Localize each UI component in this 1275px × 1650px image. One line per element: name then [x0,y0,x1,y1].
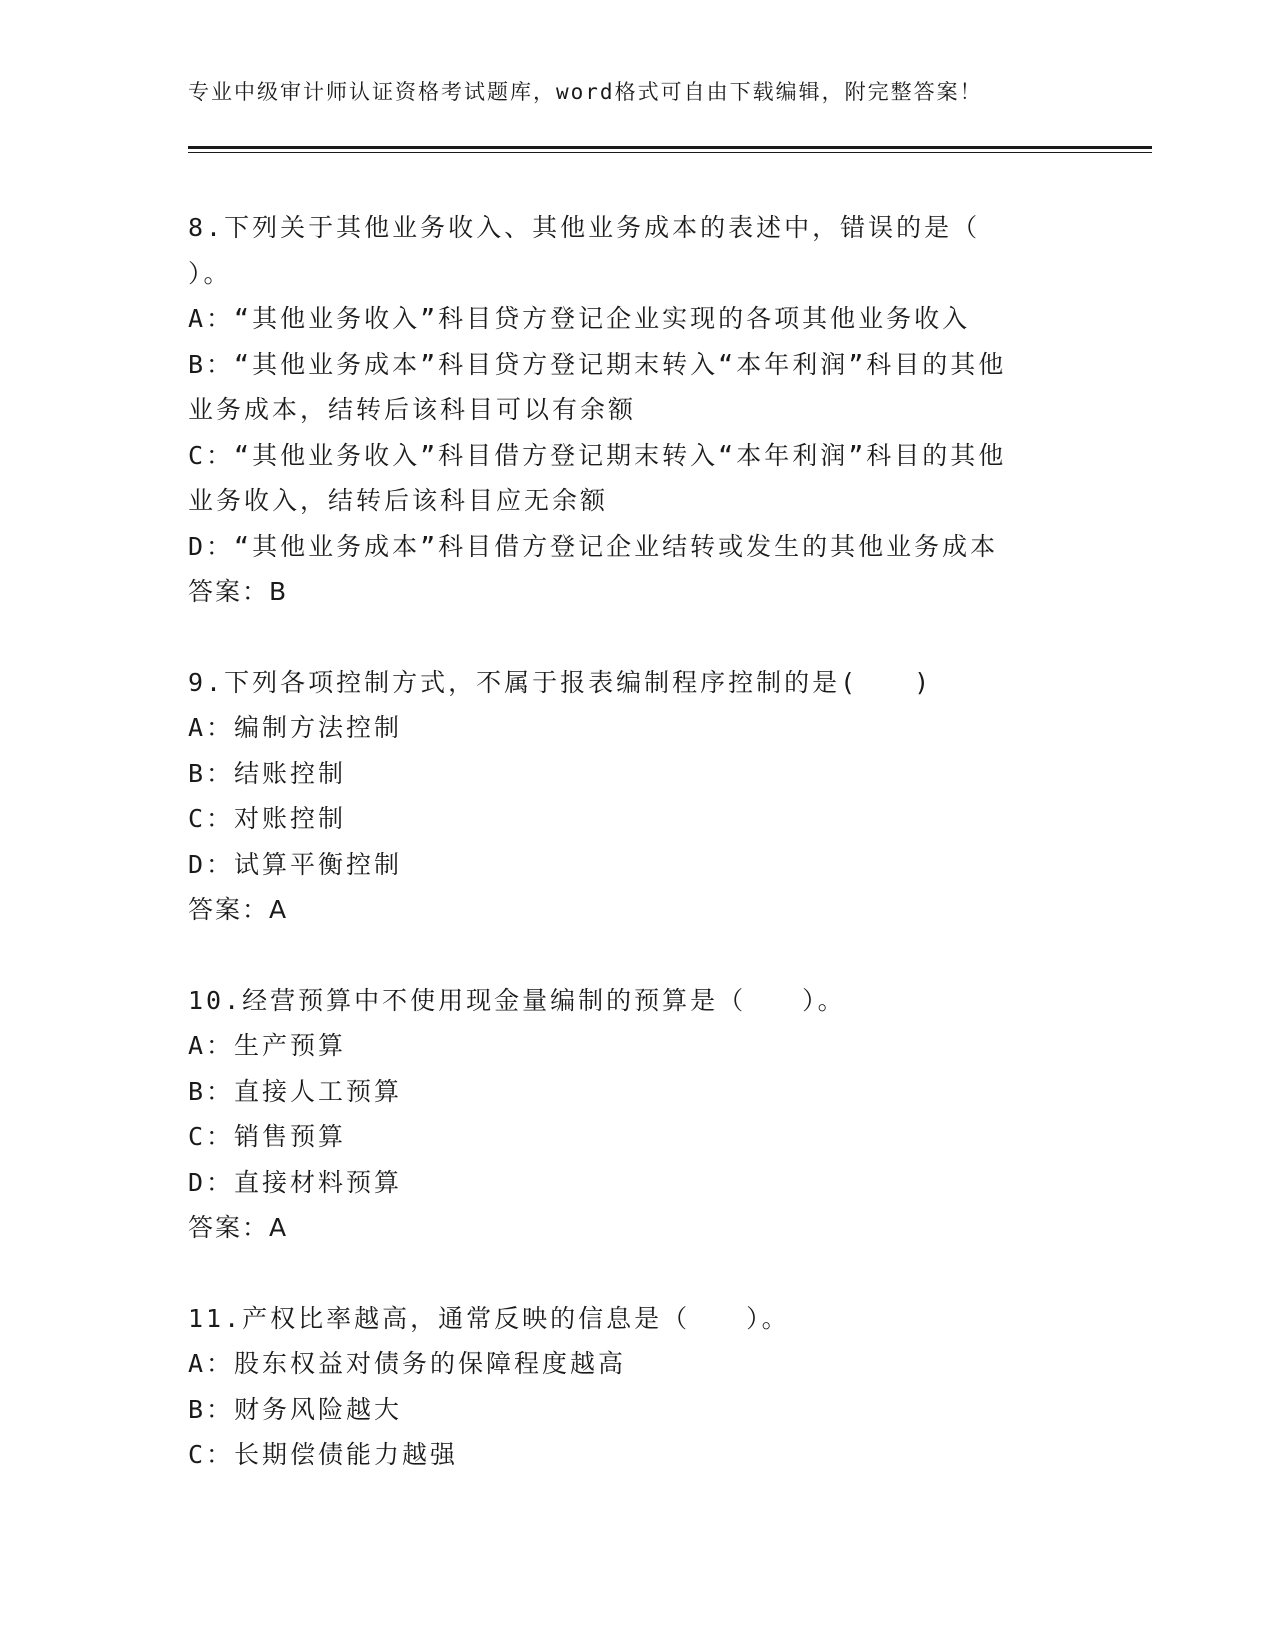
option-a: A：生产预算 [188,1031,347,1060]
option-b: B：“其他业务成本”科目贷方登记期末转入“本年利润”科目的其他 [188,349,1007,379]
question-stem: 11.产权比率越高，通常反映的信息是（ ）。 [188,1303,790,1333]
question-stem: 10.经营预算中不使用现金量编制的预算是（ ）。 [188,985,846,1015]
question-10 [188,978,1088,1251]
question-stem: 8.下列关于其他业务收入、其他业务成本的表述中，错误的是（ [188,213,981,242]
option-b: B：直接人工预算 [188,1076,403,1106]
option-d: D：“其他业务成本”科目借方登记企业结转或发生的其他业务成本 [188,531,999,561]
question-9 [188,660,1088,933]
option-d: D：试算平衡控制 [188,849,403,879]
page-header: 专业中级审计师认证资格考试题库，word格式可自由下载编辑，附完整答案！ [188,80,983,104]
option-a: A：编制方法控制 [188,713,403,742]
question-11 [188,1296,1088,1478]
option-a: A：股东权益对债务的保障程度越高 [188,1349,627,1378]
option-a: A：“其他业务收入”科目贷方登记企业实现的各项其他业务收入 [188,304,971,333]
answer-line: 答案：A [188,895,289,924]
option-c: C：对账控制 [188,804,347,833]
option-d: D：直接材料预算 [188,1167,403,1197]
header-divider [188,146,1152,153]
option-c: C：销售预算 [188,1122,347,1151]
question-list [188,205,1088,1523]
option-c: C：长期偿债能力越强 [188,1440,459,1469]
answer-line: 答案：B [188,577,289,606]
option-b: B：结账控制 [188,758,347,788]
answer-line: 答案：A [188,1213,289,1242]
option-c-continued: 业务收入，结转后该科目应无余额 [188,486,609,515]
question-8 [188,205,1088,615]
question-stem: 9.下列各项控制方式，不属于报表编制程序控制的是( ) [188,667,933,697]
question-stem-continued: ）。 [188,258,232,288]
option-c: C：“其他业务收入”科目借方登记期末转入“本年利润”科目的其他 [188,440,1007,470]
option-b-continued: 业务成本，结转后该科目可以有余额 [188,395,637,424]
option-b: B：财务风险越大 [188,1394,403,1424]
